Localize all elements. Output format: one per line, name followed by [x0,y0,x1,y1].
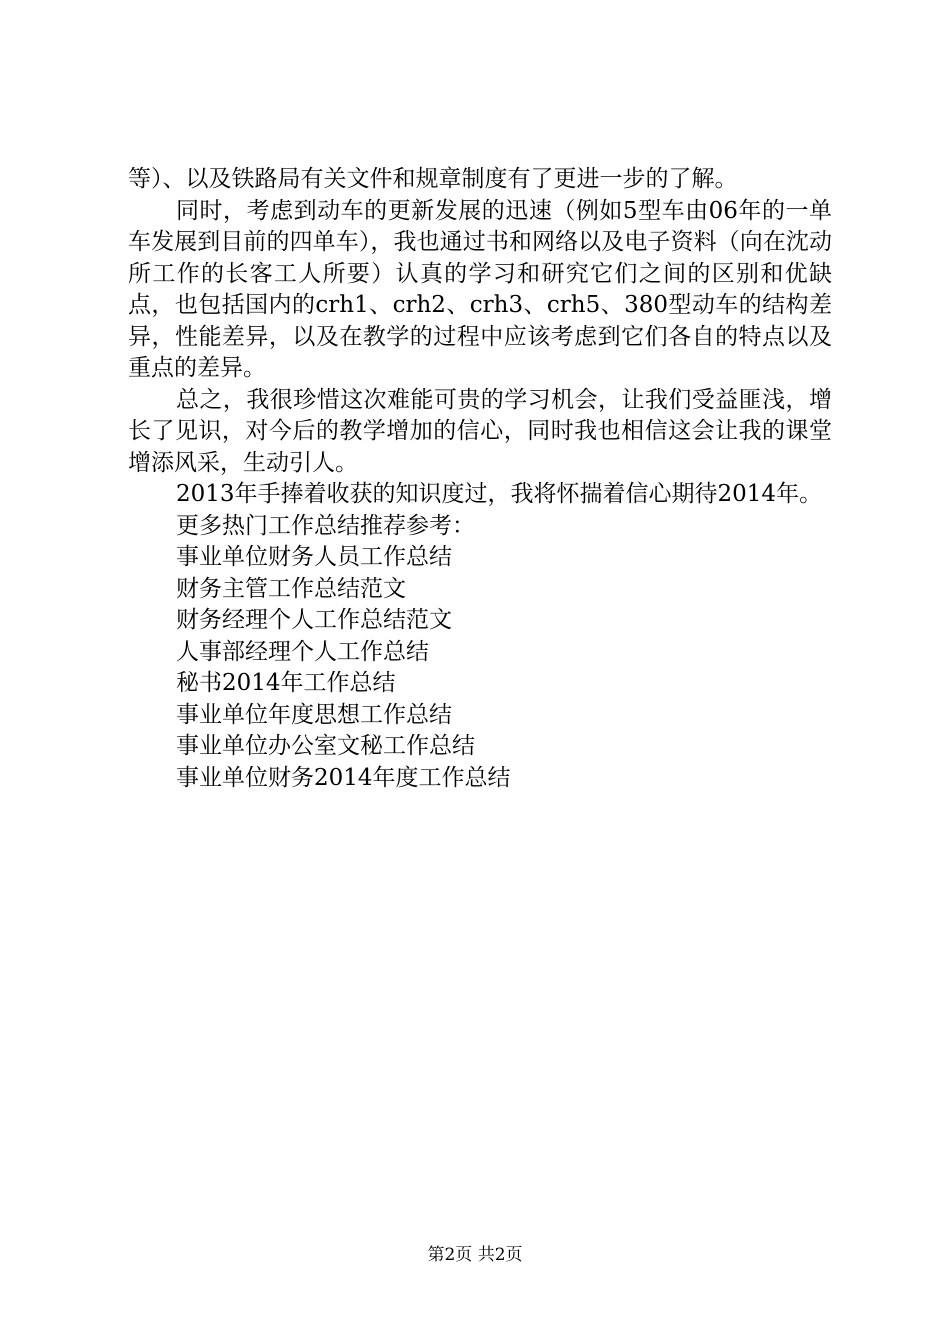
document-body [128,164,832,794]
paragraph-continuation: 等）、以及铁路局有关文件和规章制度有了更进一步的了解。 [128,166,738,192]
recommend-link[interactable]: 财务主管工作总结范文 [176,575,406,602]
paragraph-conclusion: 总之，我很珍惜这次难能可贵的学习机会，让我们受益匪浅，增长了见识，对今后的教学增加的信心，同时我也相信这会让我的课堂增添风采，生动引人。 [128,386,832,476]
recommend-link[interactable]: 事业单位财务2014年度工作总结 [176,764,511,791]
recommend-link[interactable]: 事业单位办公室文秘工作总结 [176,733,475,759]
paragraph-closing: 2013年手捧着收获的知识度过，我将怀揣着信心期待2014年。 [176,481,823,507]
recommend-link[interactable]: 秘书2014年工作总结 [176,670,396,696]
page-number: 第2页 共2页 [427,1245,523,1265]
page-footer [0,1244,950,1266]
recommend-title: 更多热门工作总结推荐参考： [176,512,475,539]
recommend-link[interactable]: 事业单位年度思想工作总结 [176,701,452,728]
recommend-section [128,511,832,795]
recommend-link[interactable]: 事业单位财务人员工作总结 [176,544,452,570]
recommend-list [176,542,832,794]
recommend-link[interactable]: 财务经理个人工作总结范文 [176,607,452,633]
recommend-link[interactable]: 人事部经理个人工作总结 [176,638,429,665]
paragraph-emu-development: 同时，考虑到动车的更新发展的迅速（例如5型车由06年的一单车发展到目前的四单车），我也通过书和网络以及电子资料（向在沈动所工作的长客工人所要）认真的学习和研究它们之间的区别和优缺点，也包括国内的crh1、crh2、crh3、crh5、380型动车的结构差异，性能差异，以及在教学的过程中应该考虑到它们各自的特点以及重点的差异。 [128,197,832,381]
